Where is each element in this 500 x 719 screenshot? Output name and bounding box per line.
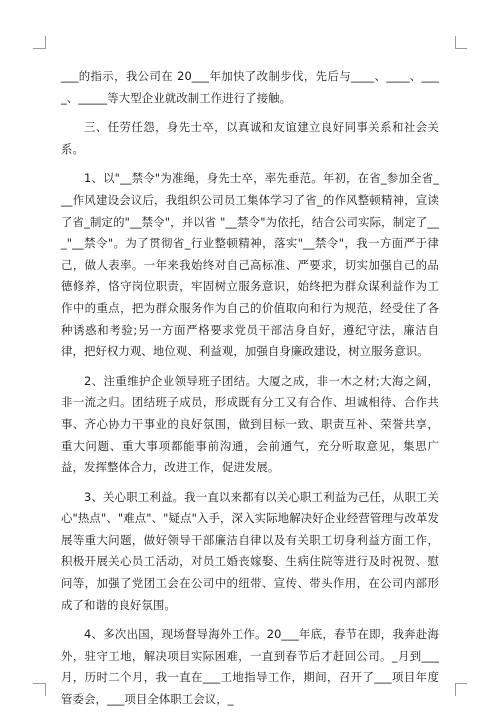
crop-mark-top-left-vertical: [45, 36, 46, 49]
section-heading: 三、任劳任怨，身先士卒，以真诚和友谊建立良好同事关系和社会关系。: [61, 120, 439, 156]
paragraph-item-3: 3、关心职工利益。我一直以来都有以关心职工利益为己任，从职工关心"热点"、"难点"、"疑点"入手，深入实际地解决好企业经营管理与改革发展等重大问题，做好领导干部廉洁自律以及有关职工切身利益方面工作，积极开展关心员工活动，对员工婚丧嫁娶、生病住院等进行及时祝贺、慰问等，加强了党团工会在公司中的纽带、宣传、带头作用，在公司内部形成了和谐的良好氛围。: [61, 489, 439, 612]
document-body: [61, 66, 439, 719]
crop-mark-top-right-vertical: [455, 36, 456, 49]
paragraph-item-1: 1、以"__禁令"为准绳，身先士卒，率先垂范。年初，在省_参加全省___作风建设会议后，我组织公司员工集体学习了省_的作风整顿精神，宣读了省_制定的"__禁令"，并以省 "__禁令"为依托，结合公司实际，制定了___"__禁令"。为了贯彻省_行业整顿精神，落实"__禁令"，我一方面严于律己，做人表率。一年来我始终对自己高标准、严要求，切实加强自己的品德修养，恪守岗位职责，牢固树立服务意识，始终把为群众谋利益作为工作中的重点，把为群众服务作为自己的价值取向和行为规范，经受住了各种诱惑和考验;另一方面严格要求党员干部洁身自好，遵纪守法，廉洁自律，把好权力观、地位观、利益观，加强自身廉政建设，树立服务意识。: [61, 171, 439, 359]
crop-mark-bottom-right-vertical: [455, 683, 456, 696]
crop-mark-top-right-horizontal: [455, 48, 467, 49]
crop-mark-bottom-left-vertical: [45, 683, 46, 696]
crop-mark-top-left-horizontal: [33, 48, 45, 49]
paragraph-continuation: ___的指示，我公司在 20___年加快了改制步伐，先后与____、____、____、_____等大型企业就改制工作进行了接触。: [61, 69, 439, 105]
paragraph-item-2: 2、注重维护企业领导班子团结。大厦之成，非一木之材;大海之阔，非一流之归。团结班子成员，形成既有分工又有合作、坦诚相待、合作共事、齐心协力干事业的良好氛围，做到目标一致、职责互补、荣誉共享，重大问题、重大事项都能事前沟通，会前通气，充分听取意见，集思广益，发挥整体合力，改进工作，促进发展。: [61, 373, 439, 475]
crop-mark-bottom-right-horizontal: [455, 683, 467, 684]
paragraph-item-4: 4、多次出国，现场督导海外工作。20___年底，春节在即，我奔赴海外，驻守工地，解决项目实际困难，一直到春节后才赶回公司。_月到___月，历时二个月，我一直在___工地指导工作，期间，召开了___项目年度管委会，___项目全体职工会议，_: [61, 627, 439, 707]
crop-mark-bottom-left-horizontal: [33, 683, 45, 684]
